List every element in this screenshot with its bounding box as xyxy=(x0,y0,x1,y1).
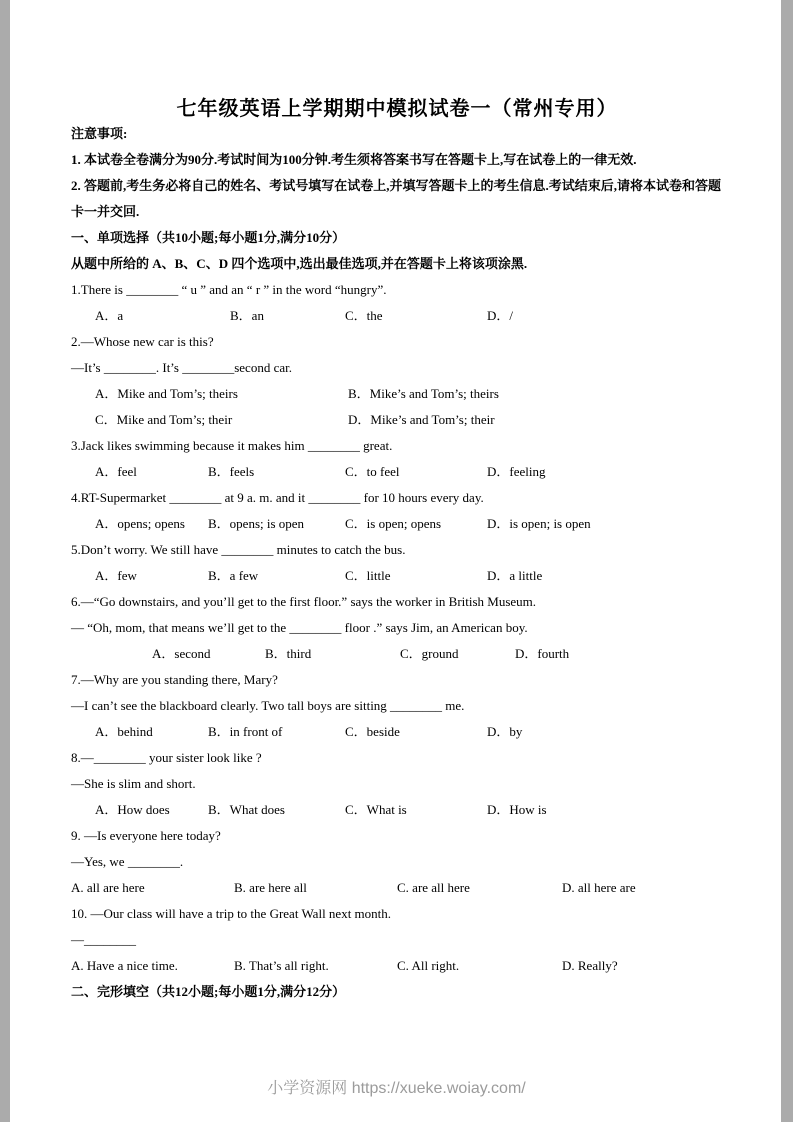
option-d: D．is open; is open xyxy=(487,516,591,531)
option-a: A．few xyxy=(95,568,137,583)
option-b: B．opens; is open xyxy=(208,516,305,531)
right-page-edge xyxy=(781,0,793,1122)
option-row xyxy=(71,303,723,329)
option-row xyxy=(71,719,723,745)
question-stem: —Yes, we ________. xyxy=(71,854,184,869)
option-d: D．feeling xyxy=(487,464,546,479)
document-content xyxy=(71,0,723,1005)
section-1-instruction: 从题中所给的 A、B、C、D 四个选项中,选出最佳选项,并在答题卡上将该项涂黑. xyxy=(71,256,528,271)
footer-watermark: 小学资源网 https://xueke.woiay.com/ xyxy=(267,1080,526,1097)
option-b: B．What does xyxy=(208,802,285,817)
option-row xyxy=(71,875,723,901)
option-c: C．the xyxy=(345,308,383,323)
option-c: C. are all here xyxy=(397,880,470,895)
option-b: B．in front of xyxy=(208,724,283,739)
question-stem: 9. —Is everyone here today? xyxy=(71,828,221,843)
option-a: A. Have a nice time. xyxy=(71,958,178,973)
option-d: D. Really? xyxy=(562,958,618,973)
option-c: C．beside xyxy=(345,724,400,739)
question-stem: 8.—________ your sister look like ? xyxy=(71,750,262,765)
question-stem: 7.—Why are you standing there, Mary? xyxy=(71,672,278,687)
option-b: B. are here all xyxy=(234,880,307,895)
option-b: B．a few xyxy=(208,568,259,583)
option-c: C．ground xyxy=(400,646,459,661)
option-a: A．a xyxy=(95,308,124,323)
question-stem: 10. —Our class will have a trip to the Great Wall next month. xyxy=(71,906,392,921)
option-c: C．What is xyxy=(345,802,407,817)
option-c: C．is open; opens xyxy=(345,516,442,531)
question-stem: —I can’t see the blackboard clearly. Two tall boys are sitting ________ me. xyxy=(71,698,465,713)
option-d: D．/ xyxy=(487,308,514,323)
question-stem: 5.Don’t worry. We still have ________ minutes to catch the bus. xyxy=(71,542,406,557)
option-c: C．to feel xyxy=(345,464,400,479)
option-a: A．feel xyxy=(95,464,137,479)
option-row xyxy=(71,641,723,667)
section-1-header: 一、单项选择（共10小题;每小题1分,满分10分） xyxy=(71,230,346,245)
option-d: D．by xyxy=(487,724,523,739)
option-c: C．little xyxy=(345,568,391,583)
option-a: A．How does xyxy=(95,802,170,817)
question-stem: —________ xyxy=(71,932,136,947)
question-stem: 1.There is ________ “ u ” and an “ r ” in the word “hungry”. xyxy=(71,282,387,297)
option-a: A．second xyxy=(152,646,211,661)
option-row xyxy=(71,953,723,979)
option-d: D．Mike’s and Tom’s; their xyxy=(348,412,495,427)
question-stem: 6.—“Go downstairs, and you’ll get to the first floor.” says the worker in British Museum. xyxy=(71,594,537,609)
option-b: B．feels xyxy=(208,464,255,479)
option-b: B．Mike’s and Tom’s; theirs xyxy=(348,386,499,401)
option-b: B．an xyxy=(230,308,264,323)
question-stem: — “Oh, mom, that means we’ll get to the ________ floor .” says Jim, an American boy. xyxy=(71,620,528,635)
question-stem: 3.Jack likes swimming because it makes him ________ great. xyxy=(71,438,393,453)
option-a: A．behind xyxy=(95,724,153,739)
option-row xyxy=(71,511,723,537)
option-c: C．Mike and Tom’s; their xyxy=(95,412,233,427)
notes-header: 注意事项: xyxy=(71,126,128,141)
question-stem: —She is slim and short. xyxy=(71,776,196,791)
option-d: D．How is xyxy=(487,802,547,817)
question-stem: 2.—Whose new car is this? xyxy=(71,334,214,349)
option-row xyxy=(71,459,723,485)
note-2: 2. 答题前,考生务必将自己的姓名、考试号填写在试卷上,并填写答题卡上的考生信息.考试结束后,请将本试卷和答题卡一并交回. xyxy=(71,178,722,219)
option-c: C. All right. xyxy=(397,958,460,973)
question-stem: —It’s ________. It’s ________second car. xyxy=(71,360,292,375)
option-row xyxy=(71,563,723,589)
page-title: 七年级英语上学期期中模拟试卷一（常州专用） xyxy=(176,98,618,120)
option-row xyxy=(71,407,723,433)
note-1: 1. 本试卷全卷满分为90分.考试时间为100分钟.考生须将答案书写在答题卡上,写在试卷上的一律无效. xyxy=(71,152,637,167)
option-row xyxy=(71,797,723,823)
option-a: A．Mike and Tom’s; theirs xyxy=(95,386,238,401)
left-page-edge xyxy=(0,0,10,1122)
section-2-header: 二、完形填空（共12小题;每小题1分,满分12分） xyxy=(71,984,346,999)
option-row xyxy=(71,381,723,407)
option-b: B. That’s all right. xyxy=(234,958,329,973)
option-a: A．opens; opens xyxy=(95,516,185,531)
option-b: B．third xyxy=(265,646,312,661)
option-a: A. all are here xyxy=(71,880,145,895)
option-d: D．fourth xyxy=(515,646,570,661)
option-d: D．a little xyxy=(487,568,543,583)
question-stem: 4.RT-Supermarket ________ at 9 a. m. and it ________ for 10 hours every day. xyxy=(71,490,484,505)
option-d: D. all here are xyxy=(562,880,636,895)
